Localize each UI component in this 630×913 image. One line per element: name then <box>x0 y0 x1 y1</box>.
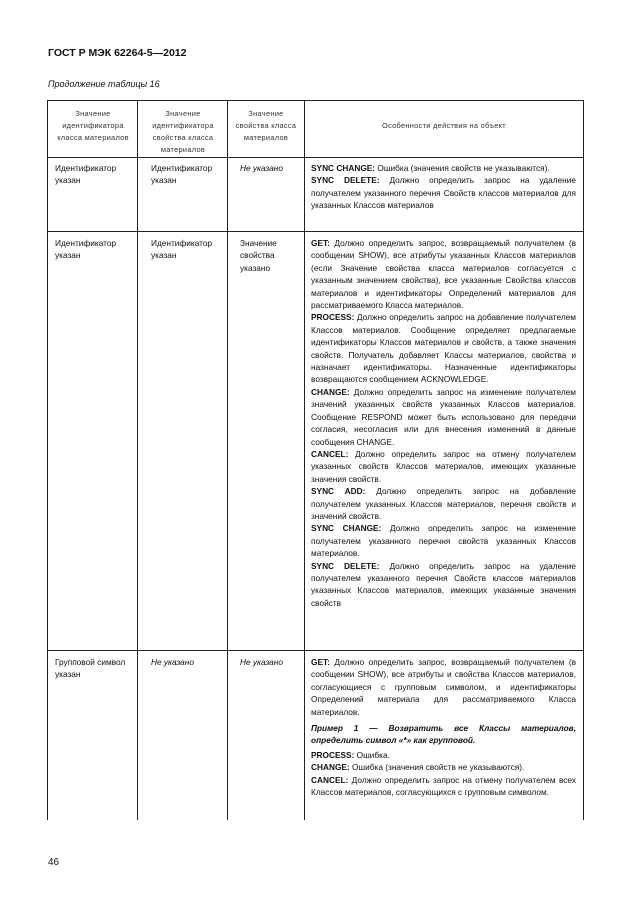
row1-action: SYNC CHANGE: Ошибка (значения свойств не указываются). <box>311 163 550 173</box>
properties-table <box>47 100 584 820</box>
row2-description <box>311 237 576 609</box>
document-title: ГОСТ Р МЭК 62264-5—2012 <box>48 47 187 59</box>
table-border-left <box>47 100 48 820</box>
row3-action: CHANGE: Ошибка (значения свойств не указываются). <box>311 762 525 773</box>
row1-class-id: Идентификатор указан <box>55 163 117 186</box>
row3-action: GET: Должно определить запрос, возвращаемый получателем (в сообщении SHOW), все атрибуты и свойства Классов материалов, согласующиеся с групповым символом, и идентификаторы Определений материала для рассматриваемого Класса материалов. <box>311 657 576 717</box>
row3-description <box>311 656 576 798</box>
row-separator-2 <box>47 650 584 651</box>
header-property-value: Значение свойства класса материалов <box>235 109 297 142</box>
row3-action: CANCEL: Должно определить запрос на отмену получателем всех Классов материалов, согласующихся с групповым символом. <box>311 774 576 798</box>
row3-example: Пример 1 — Возвратить все Классы материалов, определить символ «*» как групповой. <box>311 723 576 746</box>
row2-action: PROCESS: Должно определить запрос на добавление получателем Классов материалов. Сообщение определяет предлагаемые идентификаторы Классов материалов и свойств, а также значения свойств. Получатель добавляет Классы материалов, свойства и назначает идентификаторы. Назначенные идентификаторы возвращаются сообщением ACKNOWLEDGE. <box>311 312 576 385</box>
row2-property-value: Значение свойства указано <box>240 238 277 273</box>
row3-property-value: Не указано <box>240 657 283 667</box>
table-border-right <box>583 100 584 820</box>
header-property-id: Значение идентификатора свойства класса материалов <box>152 109 214 154</box>
row2-action: SYNC DELETE: Должно определить запрос на удаление получателем указанного перечня Свойств классов материалов указанных Классов материалов, имеющих указанные значения свойств <box>311 560 576 608</box>
header-class-id: Значение идентификатора класса материалов <box>57 109 129 142</box>
table-border-top <box>47 100 584 101</box>
table-caption: Продолжение таблицы 16 <box>48 79 160 89</box>
row2-action: GET: Должно определить запрос, возвращаемый получателем (в сообщении SHOW), все атрибуты указанных Классов материалов (если Значение свойства класса материалов согласуется с указанным значением свойства), все указанные Свойства классов материалов и идентификаторы Определений материалов для рассматриваемого Класса материалов. <box>311 238 576 311</box>
header-separator <box>47 157 584 158</box>
row2-action: CANCEL: Должно определить запрос на отмену получателем указанных свойств Классов материалов, имеющих указанные значения свойств. <box>311 448 576 484</box>
row1-property-id: Идентификатор указан <box>151 163 213 186</box>
column-separator-2 <box>227 100 228 820</box>
row-separator-1 <box>47 231 584 232</box>
header-action-features: Особенности действия на объект <box>382 121 506 130</box>
page-number: 46 <box>48 857 60 868</box>
row3-class-id: Групповой символ указан <box>55 657 126 680</box>
column-separator-1 <box>137 100 138 820</box>
row3-action: PROCESS: Ошибка. <box>311 749 390 760</box>
row2-class-id: Идентификатор указан <box>55 238 117 261</box>
row1-description <box>311 162 576 212</box>
row2-property-id: Идентификатор указан <box>151 238 213 261</box>
row2-action: CHANGE: Должно определить запрос на изменение получателем значений указанных свойств указанных Классов материалов. Сообщение RESPOND может быть использовано для передачи согласия, несогласия или для внесения изменений в данные сообщения CHANGE. <box>311 386 576 447</box>
row2-action: SYNC CHANGE: Должно определить запрос на изменение получателем указанного перечня свойств указанных Классов материалов. <box>311 523 576 559</box>
row1-action: SYNC DELETE: Должно определить запрос на удаление получателем указанного перечня Свойств классов материалов для указанных Классов материалов <box>311 175 576 211</box>
row3-property-id: Не указано <box>151 657 194 667</box>
column-separator-3 <box>304 100 305 820</box>
row1-property-value: Не указано <box>240 163 283 173</box>
row2-action: SYNC ADD: Должно определить запрос на добавление получателем указанных Классов материалов, перечня свойств и значений свойств. <box>311 486 576 521</box>
